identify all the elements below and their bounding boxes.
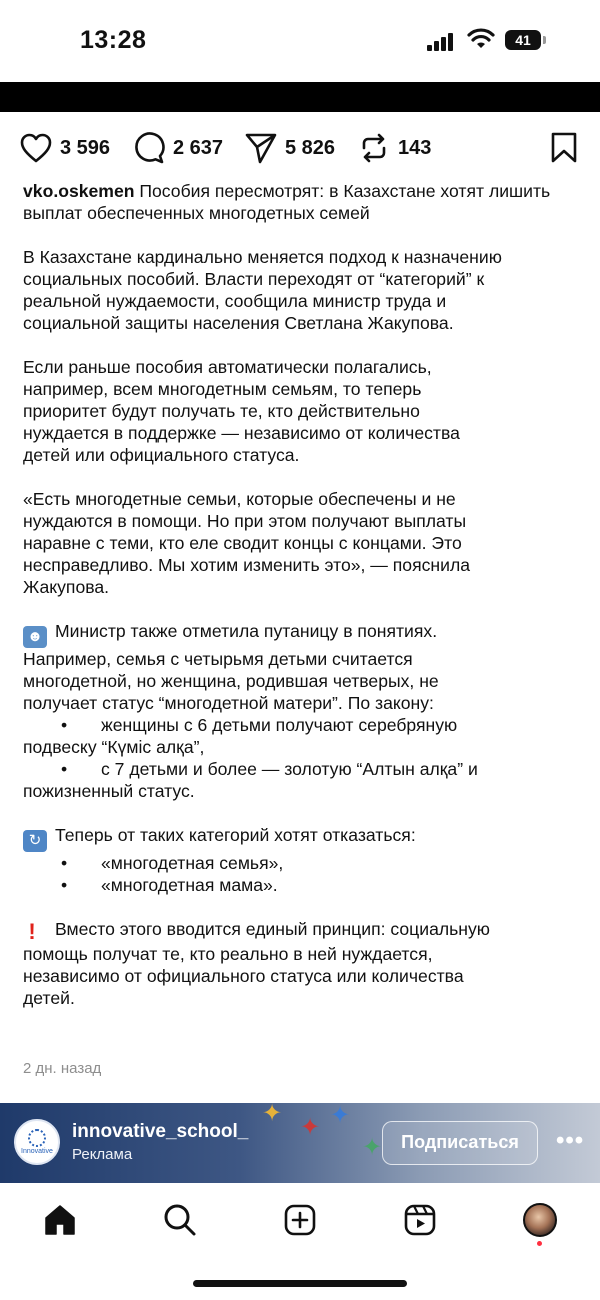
paragraph-1 (23, 246, 583, 334)
person-emoji-icon: ☻ (23, 626, 47, 648)
heart-icon (20, 133, 52, 163)
decor-star-icon: ✦ (362, 1134, 383, 1161)
notification-dot (537, 1241, 542, 1246)
caption-title-text: Пособия пересмотрят: в Казахстане хотят лишить выплат обеспеченных многодетных семей (23, 181, 551, 223)
bullet-dot: • (61, 853, 68, 873)
text-line: приоритет будут получать те, кто действительно (23, 401, 420, 421)
text-line: социальных пособий. Власти переходят от “категорий” к (23, 269, 485, 289)
status-bar (0, 0, 600, 82)
post-actions (0, 128, 600, 168)
sponsored-label: Реклама (72, 1146, 133, 1163)
comment-count: 2 637 (173, 136, 224, 159)
nav-search[interactable] (160, 1200, 200, 1240)
share-count: 5 826 (285, 136, 336, 159)
bullet-dot: • (61, 875, 68, 895)
ad-avatar[interactable] (14, 1119, 60, 1165)
post-timestamp: 2 дн. назад (23, 1060, 102, 1077)
bullet-item (23, 714, 583, 736)
bullet-dot: • (61, 715, 68, 735)
text-line: социальной защиты населения Светлана Жакупова. (23, 313, 454, 333)
text-line: нуждаются в помощи. Но при этом получают выплаты (23, 511, 467, 531)
text-line: получает статус “многодетной матери”. По закону: (23, 693, 434, 713)
wifi-icon (467, 28, 495, 50)
more-options-icon[interactable]: ••• (556, 1127, 585, 1154)
bookmark-icon (550, 132, 578, 164)
status-time: 13:28 (80, 26, 147, 54)
text-line: нуждается в поддержке — независимо от количества (23, 423, 460, 443)
bullet-text: с 7 детьми и более — золотую “Алтын алқа” и (101, 759, 478, 779)
bullet-text: «многодетная семья», (101, 853, 284, 873)
send-icon (245, 132, 277, 164)
text-line (23, 918, 583, 943)
subscribe-button[interactable]: Подписаться (382, 1121, 538, 1165)
create-icon (283, 1203, 317, 1237)
text-line: помощь получат те, кто реально в ней нуждается, (23, 944, 433, 964)
nav-reels[interactable] (400, 1200, 440, 1240)
text-line: наравне с теми, кто еле сводит концы с концами. Это (23, 533, 462, 553)
text-line-content: Вместо этого вводится единый принцип: социальную (55, 919, 490, 939)
bullet-text-continued: пожизненный статус. (23, 781, 195, 801)
save-button[interactable] (550, 128, 578, 168)
reels-icon (403, 1203, 437, 1237)
bullet-item (23, 852, 583, 874)
text-line-content: Теперь от таких категорий хотят отказаться: (55, 825, 416, 845)
home-indicator[interactable] (193, 1280, 407, 1287)
text-line: несправедливо. Мы хотим изменить это», — пояснила (23, 555, 471, 575)
text-line: детей или официального статуса. (23, 445, 300, 465)
ad-account-name[interactable]: innovative_school_ (72, 1121, 249, 1142)
text-line: независимо от официального статуса или количества (23, 966, 464, 986)
text-line: реальной нуждаемости, сообщила министр труда и (23, 291, 447, 311)
paragraph-5 (23, 824, 583, 896)
post-media-bottom[interactable] (0, 82, 600, 112)
bullet-item (23, 758, 583, 780)
text-line: детей. (23, 988, 75, 1008)
signal-icon (427, 33, 457, 51)
profile-avatar (523, 1203, 557, 1237)
repost-count: 143 (398, 136, 432, 159)
comment-icon (133, 132, 165, 164)
paragraph-6 (23, 918, 583, 1009)
text-line: Жакупова. (23, 577, 110, 597)
like-count: 3 596 (60, 136, 111, 159)
text-line: многодетной, но женщина, родившая четверых, не (23, 671, 439, 691)
decor-star-icon: ✦ (300, 1114, 321, 1141)
bullet-text-continued: подвеску “Күміс алқа”, (23, 737, 205, 757)
battery-icon: 41 (505, 30, 541, 50)
caption-title (23, 180, 583, 224)
bullet-text: «многодетная мама». (101, 875, 278, 895)
bullet-dot: • (61, 759, 68, 779)
paragraph-2 (23, 356, 583, 466)
paragraph-4 (23, 620, 583, 802)
text-line: Если раньше пособия автоматически полагались, (23, 357, 432, 377)
comment-button[interactable] (133, 128, 223, 168)
share-button[interactable] (245, 128, 335, 168)
nav-home[interactable] (40, 1200, 80, 1240)
paragraph-3 (23, 488, 583, 598)
text-line: В Казахстане кардинально меняется подход к назначению (23, 247, 502, 267)
text-line: «Есть многодетные семьи, которые обеспечены и не (23, 489, 456, 509)
ad-avatar-text: Innovative (21, 1148, 53, 1155)
nav-profile[interactable] (520, 1200, 560, 1240)
home-icon (43, 1203, 77, 1237)
like-button[interactable] (20, 128, 110, 168)
search-icon (163, 1203, 197, 1237)
repost-icon (358, 132, 390, 164)
text-line (23, 824, 583, 852)
battery-tip (543, 36, 546, 44)
nav-create[interactable] (280, 1200, 320, 1240)
bullet-item (23, 874, 583, 896)
text-line: Например, семья с четырьмя детьми считается (23, 649, 413, 669)
post-caption (23, 180, 583, 1031)
repost-button[interactable] (358, 128, 431, 168)
post-username[interactable]: vko.oskemen (23, 181, 135, 201)
school-logo-icon (28, 1129, 46, 1147)
sponsored-post-header[interactable] (0, 1103, 600, 1183)
decor-star-icon: ✦ (330, 1103, 351, 1129)
text-line-content: Министр также отметила путаницу в понятиях. (55, 621, 438, 641)
text-line (23, 620, 583, 648)
refresh-emoji-icon: ↻ (23, 830, 47, 852)
exclamation-emoji-icon: ! (28, 919, 36, 944)
decor-star-icon: ✦ (262, 1103, 283, 1127)
bullet-text: женщины с 6 детьми получают серебряную (101, 715, 458, 735)
text-line: например, всем многодетным семьям, то теперь (23, 379, 422, 399)
